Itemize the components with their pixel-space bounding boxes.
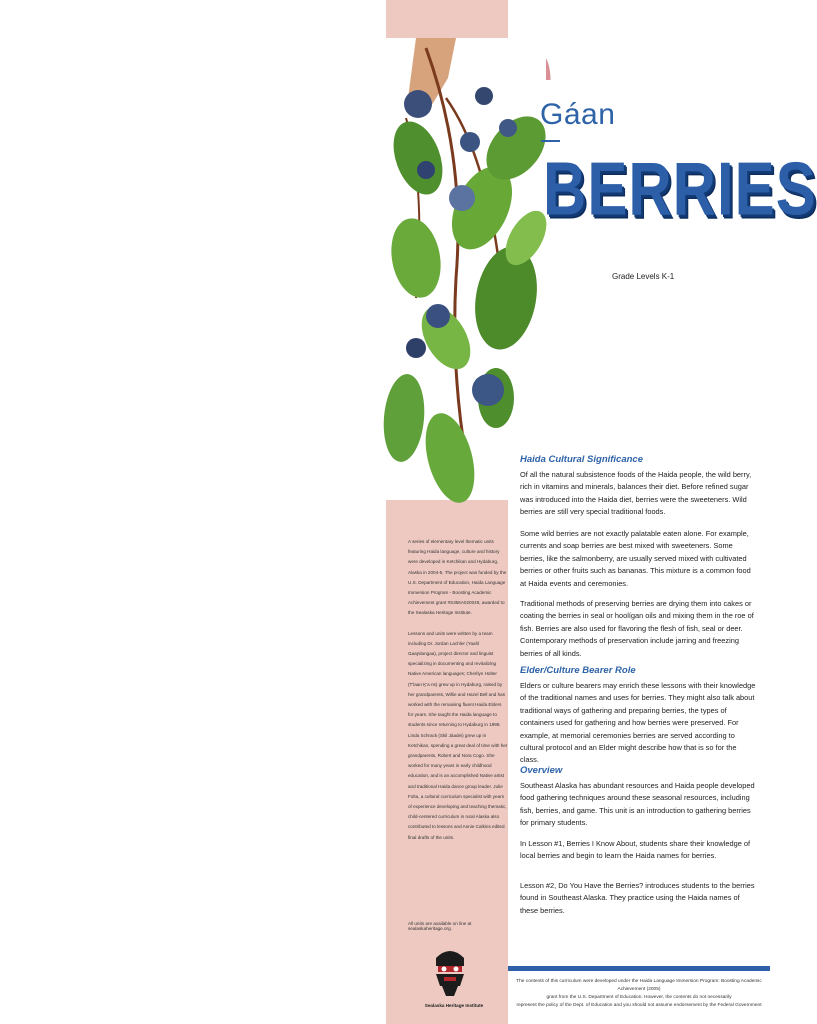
grade-levels: Grade Levels K-1 <box>612 272 675 281</box>
section-paragraph: Of all the natural subsistence foods of the Haida people, the wild berry, rich in vitamins and minerals, balances their diet. Before refined sugar was introduced into the Haida diet, berries were the sweeteners. Wild berries are still very special traditional foods. <box>520 470 752 517</box>
section-paragraph: Some wild berries are not exactly palatable eaten alone. For example, currents and soap berries are best mixed with sweeteners. Some berries, like the salmonberry, are usually served mixed with cultivated berries or other fruits such as bananas. This mixture is a common food at Haida events and ceremonies. <box>520 529 751 588</box>
sidebar-credits <box>408 537 508 853</box>
section-overview-lesson1 <box>520 838 756 863</box>
section-heading: Elder/Culture Bearer Role <box>520 665 636 676</box>
section-paragraph: Lesson #2, Do You Have the Berries? introduces students to the berries found in Southeast Alaska. They practice using the Haida names of these berries. <box>520 881 755 915</box>
title-haida-word: Gáan <box>540 98 616 131</box>
disclaimer-line: The contents of this curriculum were developed under the Haida Language Immersion Program: Boosting Academic Achievement (2005) <box>516 979 762 992</box>
section-paragraph: In Lesson #1, Berries I Know About, students share their knowledge of local berries and begin to learn the Haida names for berries. <box>520 839 751 861</box>
funding-disclaimer <box>512 978 766 1010</box>
sidebar-footer: All units are available on line at sealaskaheritage.org. <box>408 921 472 931</box>
title-berries: BERRIES <box>543 147 817 231</box>
section-cultural-paragraph-2 <box>520 528 756 590</box>
section-overview-lesson2 <box>520 880 756 917</box>
sidebar-paragraph: A series of elementary level thematic units featuring Haida language, culture and history were developed in Ketchikan and Hydaburg, Alaska in 2004-5. The project was funded by the U.S. Department of Education, Haida Language Immersion Program - Boosting Academic Achievement grant #S356A020049, awarded to the Sealaska Heritage Institute. <box>408 539 507 616</box>
sealaska-logo-icon <box>430 946 470 998</box>
section-cultural-paragraph-3 <box>520 598 756 660</box>
section-elder-role <box>520 665 756 767</box>
section-paragraph: Traditional methods of preserving berries are drying them into cakes or coating the berries in seal or hoolígan oils and mixing them in the roe of fish. Berries are also used for flavoring the flesh of fish, seal or deer. Contemporary methods of preservation include jarring and freezing berries of all kinds. <box>520 599 754 658</box>
berries-photo <box>386 38 546 500</box>
title-diacritic-underline <box>541 140 560 142</box>
section-overview <box>520 765 756 830</box>
section-cultural-significance <box>520 454 756 519</box>
footer-divider-bar <box>508 966 770 971</box>
section-heading: Haida Cultural Significance <box>520 454 643 465</box>
section-paragraph: Southeast Alaska has abundant resources and Haida people developed food gathering techniques around these seasonal resources, including fish, berries, and game. This unit is an introduction to gathering berries for primary students. <box>520 781 755 828</box>
sidebar-paragraph: Lessons and units were written by a team including Dr. Jordan Lachler (Yaahl Ǥaaȳdangaa), project director and linguist specializing in documenting and revitalizing Native American languages; Cherilyn Holter (T'laan Ḵ'a ns) grew up in Hydaburg, raised by her grandparents, Willie and Hazel Bell and has worked with the remaining fluent Haida Elders for years. She taught the Haida language to students since returning to Hydaburg in 1998. Linda Schrack (Skil Jáadei) grew up in Ketchikan, spending a great deal of time with her grandparents, Robert and Nora Cogo. She worked for many years in early childhood education, and is an accomplished Native artist and traditional Haida dance group leader. Julie Folta, a cultural curriculum specialist with years of experience developing and teaching thematic, child-centered curriculum in rural Alaska also contributed to lessons and Annie Calkins edited final drafts of the units. <box>408 630 508 840</box>
logo-label: Sealaska Heritage Institute <box>424 1003 484 1008</box>
section-paragraph: Elders or culture bearers may enrich these lessons with their knowledge of the traditional names and uses for berries. They might also talk about traditional ways of gathering and preparing berries, the types of containers used for gathering and how berries were preserved. For example, at memorial ceremonies berries are served according to cultural protocol and an Elder might describe how that is so for the class. <box>520 681 756 765</box>
disclaimer-line: grant from the U.S. Department of Education. However, the contents do not necessarily <box>546 995 732 1000</box>
disclaimer-line: represent the policy of the Dept. of Education and you should not assume endorsement by the Federal Government <box>516 1003 762 1008</box>
section-heading: Overview <box>520 765 563 776</box>
